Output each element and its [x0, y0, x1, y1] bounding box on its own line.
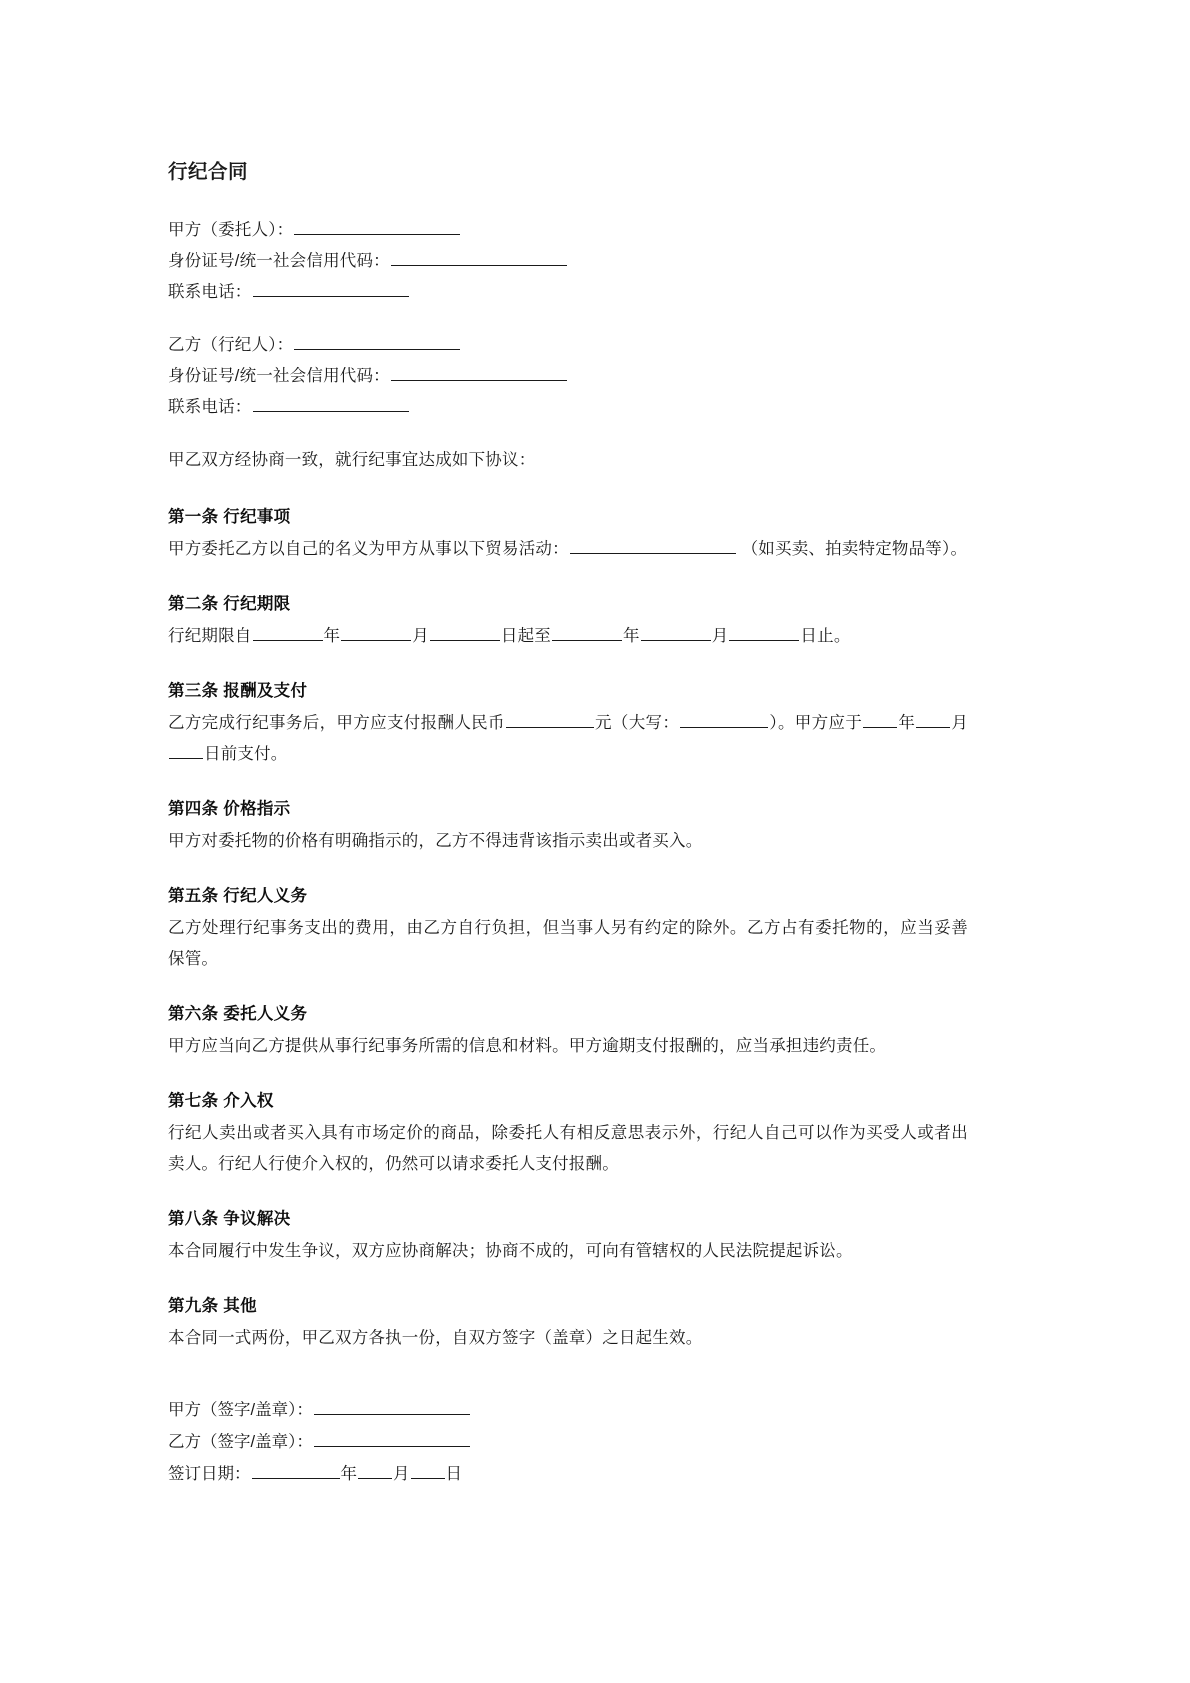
party-b-name-blank[interactable] [294, 332, 460, 350]
signature-date-year-unit: 年 [340, 1465, 357, 1484]
article-8 [168, 1204, 968, 1267]
party-b-phone-blank[interactable] [253, 394, 409, 412]
article-2-heading: 第二条 行纪期限 [168, 595, 291, 614]
party-a-name-label: 甲方（委托人）： [168, 221, 294, 240]
article-5 [168, 881, 968, 975]
page-title: 行纪合同 [168, 161, 249, 183]
article-3-amount-words-blank[interactable] [680, 710, 768, 728]
article-3-seg5: 月 [951, 714, 969, 733]
signature-party-a-label: 甲方（签字/盖章）： [168, 1401, 313, 1420]
article-1-text [168, 534, 968, 565]
party-b-name-label: 乙方（行纪人）： [168, 336, 294, 355]
article-3-heading: 第三条 报酬及支付 [168, 682, 308, 701]
article-3-seg3: ）。甲方应于 [769, 714, 863, 733]
article-2-seg4: 日起至 [500, 627, 552, 646]
party-b-name-row [168, 330, 968, 361]
article-3-pay-month-blank[interactable] [916, 710, 950, 728]
article-4-text: 甲方对委托物的价格有明确指示的，乙方不得违背该指示卖出或者买入。 [168, 832, 703, 851]
party-a-id-label: 身份证号/统一社会信用代码： [168, 252, 390, 271]
article-2-seg2: 年 [323, 627, 341, 646]
agreement-intro: 甲乙双方经协商一致，就行纪事宜达成如下协议： [168, 451, 536, 470]
party-a-id-blank[interactable] [391, 248, 567, 266]
article-2-end-month-blank[interactable] [641, 623, 711, 641]
article-8-text: 本合同履行中发生争议，双方应协商解决；协商不成的，可向有管辖权的人民法院提起诉讼。 [168, 1242, 853, 1261]
signature-date-year-blank[interactable] [252, 1461, 340, 1479]
article-2-seg1: 行纪期限自 [168, 627, 252, 646]
article-2-end-day-blank[interactable] [729, 623, 799, 641]
article-7 [168, 1086, 968, 1180]
signature-party-b-row [168, 1426, 968, 1458]
signature-date-day-unit: 日 [445, 1465, 462, 1484]
party-a-name-blank[interactable] [294, 217, 460, 235]
article-1-activity-blank[interactable] [570, 536, 736, 554]
article-3 [168, 676, 968, 770]
article-1-heading: 第一条 行纪事项 [168, 508, 291, 527]
article-3-seg1: 乙方完成行纪事务后，甲方应支付报酬人民币 [168, 714, 505, 733]
article-3-pay-year-blank[interactable] [863, 710, 897, 728]
signature-date-month-unit: 月 [393, 1465, 410, 1484]
article-3-seg4: 年 [898, 714, 916, 733]
party-b-id-row [168, 361, 968, 392]
article-7-text: 行纪人卖出或者买入具有市场定价的商品，除委托人有相反意思表示外，行纪人自己可以作为买受人或者出卖人。行纪人行使介入权的，仍然可以请求委托人支付报酬。 [168, 1124, 968, 1174]
article-2-start-month-blank[interactable] [341, 623, 411, 641]
article-9 [168, 1291, 968, 1354]
party-b-id-blank[interactable] [391, 363, 567, 381]
party-b-block [168, 330, 968, 423]
signature-party-b-label: 乙方（签字/盖章）： [168, 1433, 313, 1452]
signature-date-month-blank[interactable] [358, 1461, 392, 1479]
signature-date-row [168, 1458, 968, 1490]
article-3-amount-blank[interactable] [506, 710, 594, 728]
article-2-seg3: 月 [412, 627, 429, 646]
party-b-id-label: 身份证号/统一社会信用代码： [168, 367, 390, 386]
signature-block [168, 1394, 968, 1490]
party-a-id-row [168, 246, 968, 277]
article-1 [168, 502, 968, 565]
party-b-phone-row [168, 392, 968, 423]
article-4-heading: 第四条 价格指示 [168, 800, 291, 819]
article-3-seg2: 元（大写： [594, 714, 680, 733]
party-a-name-row [168, 215, 968, 246]
party-a-phone-row [168, 277, 968, 308]
article-4 [168, 794, 968, 857]
signature-party-b-blank[interactable] [314, 1429, 470, 1447]
signature-date-day-blank[interactable] [411, 1461, 445, 1479]
article-2-text [168, 621, 968, 652]
article-7-heading: 第七条 介入权 [168, 1092, 274, 1111]
article-2 [168, 589, 968, 652]
article-6-text: 甲方应当向乙方提供从事行纪事务所需的信息和材料。甲方逾期支付报酬的，应当承担违约责任。 [168, 1037, 887, 1056]
article-3-text [168, 708, 968, 770]
article-3-pay-day-blank[interactable] [169, 741, 203, 759]
article-9-heading: 第九条 其他 [168, 1297, 257, 1316]
article-3-seg6: 日前支付。 [204, 745, 288, 764]
article-2-start-day-blank[interactable] [430, 623, 500, 641]
article-1-text-before: 甲方委托乙方以自己的名义为甲方从事以下贸易活动： [168, 540, 569, 559]
article-2-end-year-blank[interactable] [552, 623, 622, 641]
signature-date-label: 签订日期： [168, 1465, 251, 1484]
party-a-phone-label: 联系电话： [168, 283, 252, 302]
party-a-phone-blank[interactable] [253, 279, 409, 297]
article-2-seg7: 日止。 [800, 627, 851, 646]
article-2-seg6: 月 [711, 627, 729, 646]
article-8-heading: 第八条 争议解决 [168, 1210, 291, 1229]
party-b-phone-label: 联系电话： [168, 398, 252, 417]
signature-party-a-row [168, 1394, 968, 1426]
article-5-heading: 第五条 行纪人义务 [168, 887, 308, 906]
signature-party-a-blank[interactable] [314, 1397, 470, 1415]
article-2-seg5: 年 [623, 627, 640, 646]
party-a-block [168, 215, 968, 308]
article-1-text-after: （如买卖、拍卖特定物品等）。 [741, 540, 968, 559]
article-9-text: 本合同一式两份，甲乙双方各执一份，自双方签字（盖章）之日起生效。 [168, 1329, 703, 1348]
article-6 [168, 999, 968, 1062]
document-body [168, 158, 968, 1490]
article-2-start-year-blank[interactable] [253, 623, 323, 641]
article-5-text: 乙方处理行纪事务支出的费用，由乙方自行负担，但当事人另有约定的除外。乙方占有委托物的，应当妥善保管。 [168, 919, 968, 969]
article-6-heading: 第六条 委托人义务 [168, 1005, 308, 1024]
